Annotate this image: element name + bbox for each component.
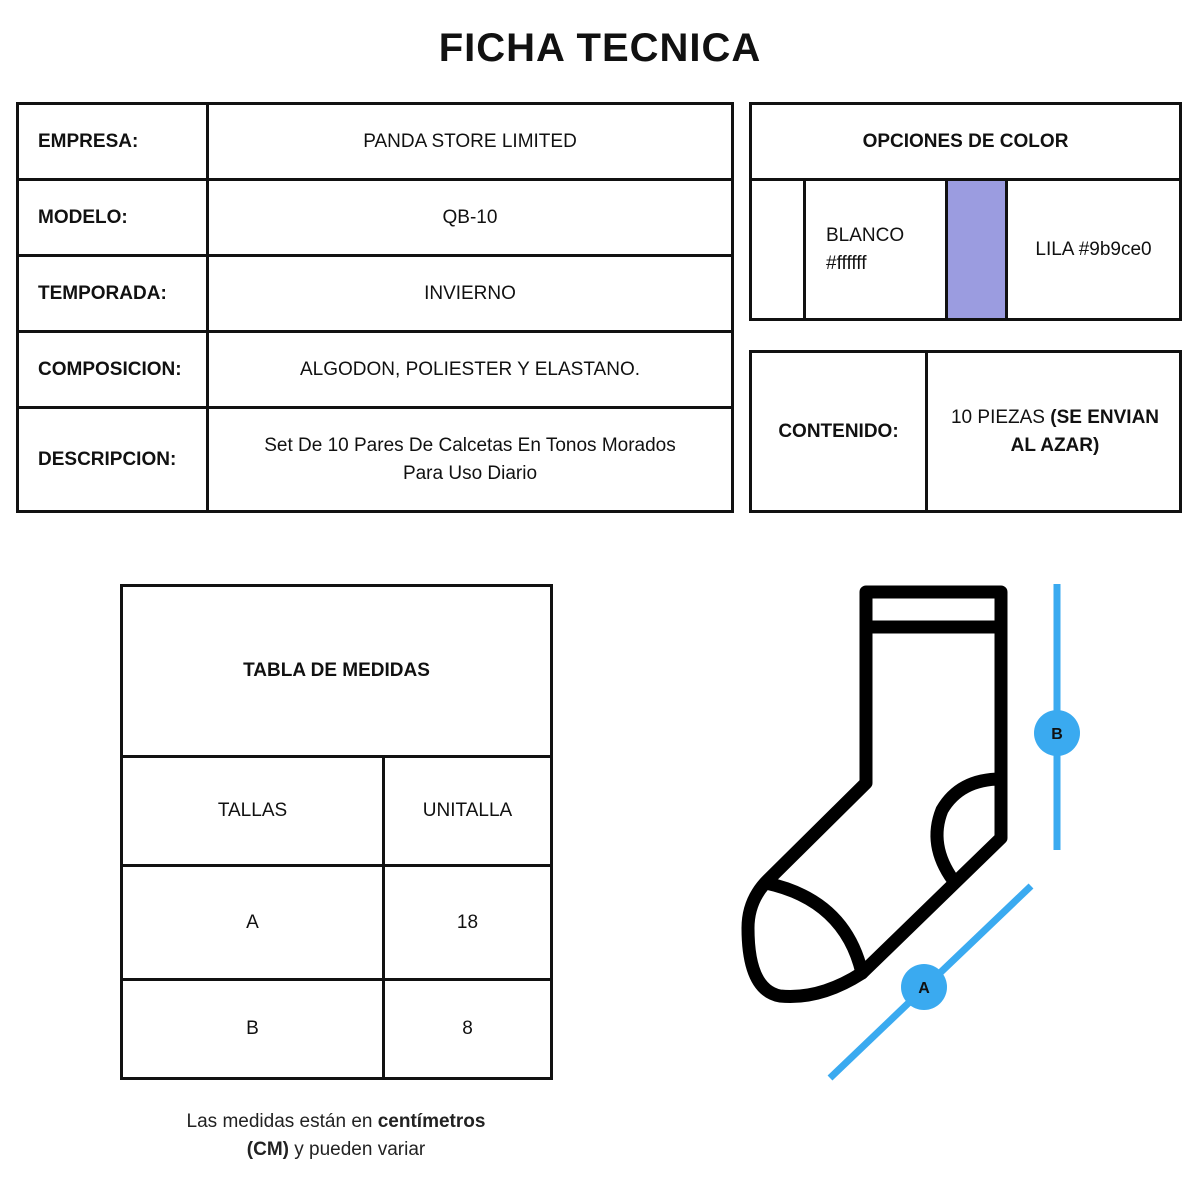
measure-b	[1034, 584, 1080, 850]
descripcion-line-1: Set De 10 Pares De Calcetas En Tonos Morados	[264, 434, 676, 456]
spec-label-empresa: EMPRESA:	[38, 130, 139, 152]
color-name-lila: LILA #9b9ce0	[1035, 238, 1152, 260]
color-swatch-blanco	[752, 181, 803, 318]
sock-diagram	[700, 560, 1120, 1100]
spec-value-composicion: ALGODON, POLIESTER Y ELASTANO.	[300, 358, 640, 380]
spec-label-temporada: TEMPORADA:	[38, 282, 167, 304]
spec-value-modelo: QB-10	[442, 206, 498, 228]
spec-label-descripcion: DESCRIPCION:	[38, 448, 177, 470]
size-table-header-unitalla: UNITALLA	[422, 800, 513, 821]
sock-toe	[766, 883, 862, 973]
size-table-row-b-value: 8	[462, 1018, 473, 1039]
size-table-row-a-value: 18	[456, 911, 479, 933]
spec-value-empresa: PANDA STORE LIMITED	[363, 130, 577, 152]
color-options-header: OPCIONES DE COLOR	[862, 130, 1069, 152]
size-table-header-tallas: TALLAS	[217, 800, 288, 821]
color-name-blanco: BLANCO #ffffff	[826, 224, 905, 274]
sock-icon	[748, 592, 1001, 997]
spec-value-descripcion	[209, 409, 731, 510]
size-table-row-a-label: A	[246, 911, 259, 933]
spec-value-temporada: INVIERNO	[424, 282, 516, 304]
measure-b-label: B	[1051, 726, 1063, 743]
measure-a-label: A	[918, 980, 930, 997]
spec-label-modelo: MODELO:	[38, 206, 128, 228]
contents-value: 10 PIEZAS (SE ENVIAN AL AZAR)	[950, 407, 1160, 456]
spec-label-composicion: COMPOSICION:	[38, 358, 182, 380]
page-title: FICHA TECNICA	[438, 26, 762, 70]
descripcion-line-2: Para Uso Diario	[402, 462, 538, 484]
contents-label: CONTENIDO:	[778, 420, 899, 442]
size-table-title: TABLA DE MEDIDAS	[243, 660, 430, 681]
size-table-row-b-label: B	[246, 1018, 259, 1039]
measurement-note: Las medidas están en centímetros (CM) y pueden variar	[186, 1111, 486, 1160]
